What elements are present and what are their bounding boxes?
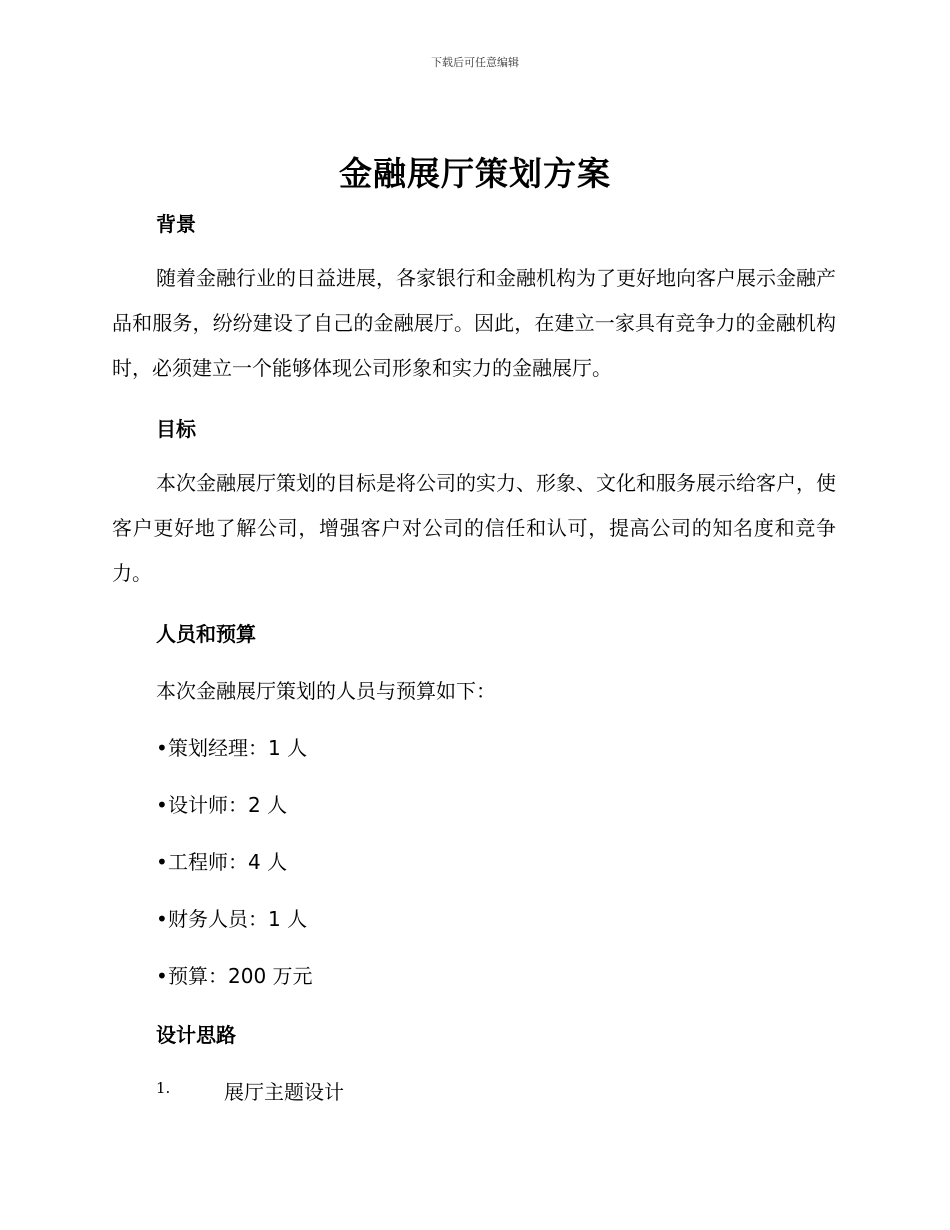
list-item bbox=[156, 732, 307, 761]
section-heading-goal: 目标 bbox=[156, 417, 196, 441]
list-item-text: 设计师：2 人 bbox=[168, 793, 288, 817]
bullet-icon: • bbox=[156, 736, 168, 760]
header-note: 下载后可任意编辑 bbox=[431, 56, 519, 69]
section-heading-staff-budget: 人员和预算 bbox=[156, 622, 256, 646]
section-paragraph-goal: 本次金融展厅策划的目标是将公司的实力、形象、文化和服务展示给客户，使客户更好地了解公司，增强客户对公司的信任和认可，提高公司的知名度和竞争力。 bbox=[112, 471, 836, 585]
section-heading-background: 背景 bbox=[156, 212, 196, 236]
list-item bbox=[156, 789, 287, 818]
section-heading-design: 设计思路 bbox=[156, 1023, 236, 1047]
list-item-text: 财务人员：1 人 bbox=[168, 907, 308, 931]
bullet-icon: • bbox=[156, 964, 168, 988]
list-item-text: 工程师：4 人 bbox=[168, 850, 288, 874]
list-item bbox=[156, 903, 307, 932]
bullet-icon: • bbox=[156, 793, 168, 817]
bullet-icon: • bbox=[156, 907, 168, 931]
list-number: 1. bbox=[156, 1079, 171, 1097]
numbered-list-item-text: 展厅主题设计 bbox=[224, 1080, 344, 1104]
list-item-text: 预算：200 万元 bbox=[168, 964, 313, 988]
section-paragraph-background: 随着金融行业的日益进展，各家银行和金融机构为了更好地向客户展示金融产品和服务，纷纷建设了自己的金融展厅。因此，在建立一家具有竞争力的金融机构时，必须建立一个能够体现公司形象和实力的金融展厅。 bbox=[112, 266, 836, 380]
page-title: 金融展厅策划方案 bbox=[339, 154, 611, 193]
bullet-icon: • bbox=[156, 850, 168, 874]
list-item-text: 策划经理：1 人 bbox=[168, 736, 308, 760]
list-item bbox=[156, 960, 313, 989]
staff-budget-intro: 本次金融展厅策划的人员与预算如下： bbox=[156, 679, 496, 703]
list-item bbox=[156, 846, 287, 875]
